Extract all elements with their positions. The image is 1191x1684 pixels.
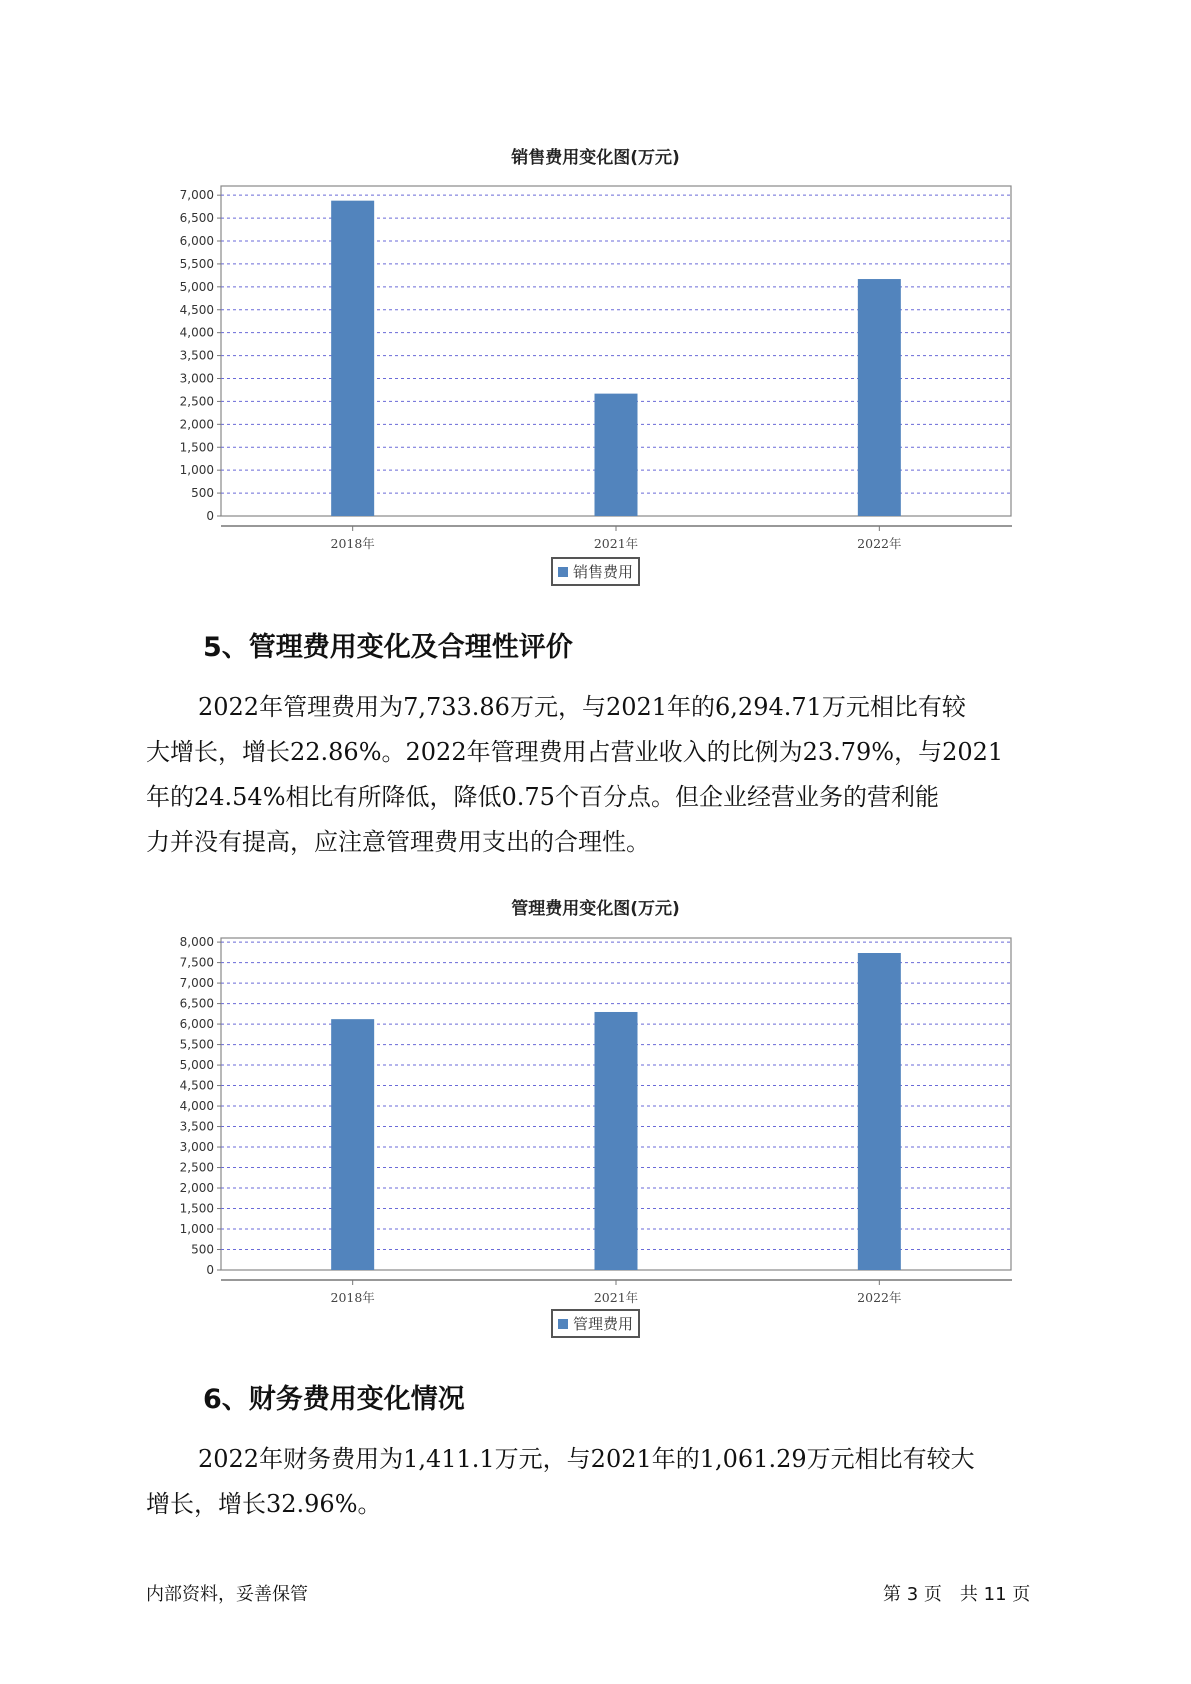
paragraph-line: 2022年财务费用为1,411.1万元，与2021年的1,061.29万元相比有较大 [198, 1445, 975, 1473]
chart-legend-admin [551, 1309, 640, 1338]
paragraph-line: 年的24.54%相比有所降低，降低0.75个百分点。但企业经营业务的营利能 [146, 783, 939, 811]
y-tick-label: 3,000 [179, 371, 214, 386]
y-tick-label: 5,500 [179, 1037, 214, 1052]
legend-swatch [558, 1319, 568, 1329]
chart-title-admin: 管理费用变化图(万元) [511, 899, 680, 919]
sales-expense-chart [0, 180, 1191, 550]
bar [595, 1012, 638, 1270]
legend-swatch [558, 567, 568, 577]
y-tick-label: 7,500 [179, 955, 214, 970]
y-tick-label: 4,500 [179, 1078, 214, 1093]
y-tick-label: 4,500 [179, 302, 214, 317]
paragraph-line: 2022年管理费用为7,733.86万元，与2021年的6,294.71万元相比有较 [198, 693, 966, 721]
y-tick-label: 3,500 [179, 1119, 214, 1134]
y-tick-label: 6,500 [179, 211, 214, 226]
y-tick-label: 6,000 [179, 234, 214, 248]
y-tick-label: 5,000 [179, 279, 214, 294]
y-tick-label: 4,000 [179, 325, 214, 340]
y-tick-label: 0 [206, 1263, 214, 1277]
section-6-heading: 6、财务费用变化情况 [203, 1384, 465, 1415]
paragraph-line: 增长，增长32.96%。 [146, 1490, 382, 1518]
y-tick-label: 5,500 [179, 256, 214, 271]
footer-page-number: 第 3 页 共 11 页 [883, 1584, 1031, 1605]
y-tick-label: 500 [191, 486, 214, 501]
footer-confidential: 内部资料，妥善保管 [146, 1584, 308, 1605]
x-tick-label: 2022年 [857, 536, 902, 551]
section-5-heading: 5、管理费用变化及合理性评价 [203, 632, 573, 663]
y-tick-label: 6,500 [179, 996, 214, 1011]
y-tick-label: 1,500 [179, 1201, 214, 1216]
y-tick-label: 2,000 [179, 1181, 214, 1196]
paragraph-line: 大增长，增长22.86%。2022年管理费用占营业收入的比例为23.79%，与2021 [146, 738, 1004, 766]
y-tick-label: 7,000 [179, 976, 214, 991]
x-tick-label: 2018年 [330, 536, 375, 551]
x-tick-label: 2021年 [593, 536, 639, 551]
bar [331, 1019, 374, 1270]
x-tick-label: 2018年 [330, 1290, 375, 1305]
y-tick-label: 0 [206, 509, 214, 523]
bar [858, 953, 901, 1270]
y-tick-label: 1,500 [179, 440, 214, 455]
y-tick-label: 6,000 [179, 1017, 214, 1032]
y-tick-label: 2,500 [179, 1160, 214, 1175]
section-5-paragraph [146, 685, 1061, 865]
y-tick-label: 1,000 [179, 1222, 214, 1237]
legend-label: 销售费用 [573, 563, 634, 581]
bar [331, 201, 374, 516]
bar [595, 394, 638, 516]
y-tick-label: 8,000 [179, 935, 214, 950]
y-tick-label: 2,000 [179, 417, 214, 432]
x-tick-label: 2021年 [593, 1290, 639, 1305]
x-tick-label: 2022年 [857, 1290, 902, 1305]
chart-title-sales: 销售费用变化图(万元) [511, 148, 680, 168]
y-tick-label: 1,000 [179, 463, 214, 478]
paragraph-line: 力并没有提高，应注意管理费用支出的合理性。 [146, 828, 650, 856]
legend-label: 管理费用 [573, 1315, 634, 1333]
y-tick-label: 2,500 [179, 394, 214, 409]
bar [858, 279, 901, 516]
y-tick-label: 7,000 [179, 188, 214, 203]
y-tick-label: 4,000 [179, 1099, 214, 1114]
section-6-paragraph [146, 1437, 1061, 1527]
y-tick-label: 500 [191, 1242, 214, 1257]
admin-expense-chart [0, 930, 1191, 1305]
chart-legend-sales [551, 557, 640, 586]
y-tick-label: 5,000 [179, 1058, 214, 1073]
y-tick-label: 3,000 [179, 1140, 214, 1155]
y-tick-label: 3,500 [179, 348, 214, 363]
